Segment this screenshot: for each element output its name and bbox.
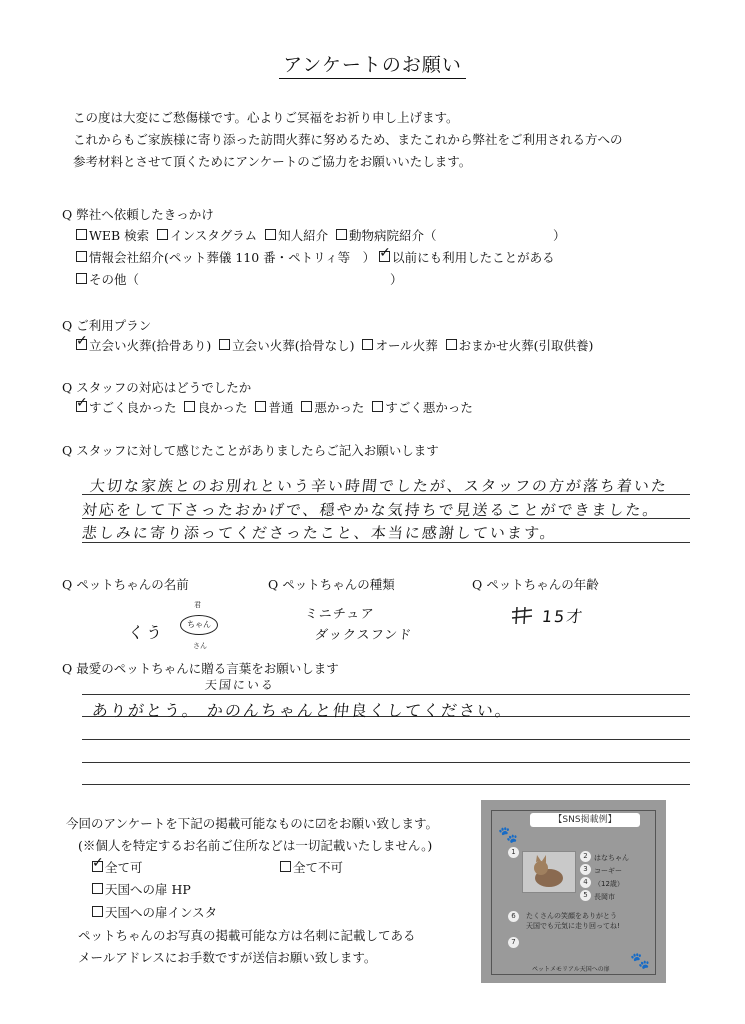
checkbox-rating1[interactable] [76, 401, 87, 412]
handwritten-answer-line: 対応をして下さったおかげで、穏やかな気持ちで見送ることができました。 [81, 501, 661, 519]
paw-icon: 🐾 [498, 825, 518, 844]
label-rating4: 悪かった [314, 400, 365, 415]
step-number-2: 2 [580, 851, 591, 862]
q1-label: Q 弊社へ依頼したきっかけ [62, 207, 214, 222]
handwritten-answer-line: 大切な家族とのお別れという辛い時間でしたが、スタッフの方が落ち着いた [89, 477, 669, 495]
crossed-out-mark [510, 606, 534, 626]
publish-instruction: 今回のアンケートを下記の掲載可能なものに☑をお願い致します。 [66, 816, 438, 831]
step-number-7: 7 [508, 937, 519, 948]
checkbox-plan4[interactable] [446, 339, 457, 350]
honorific-san: さん [193, 642, 207, 650]
q4-label: Q スタッフに対して感じたことがありましたらご記入お願いします [62, 443, 439, 458]
answer-line [82, 694, 690, 695]
q2-options [76, 336, 593, 354]
step-number-5: 5 [580, 890, 591, 901]
dog-icon [523, 852, 575, 892]
pet-breed-line1: ミニチュア [304, 607, 376, 622]
handwritten-insert: 天国にいる [204, 678, 276, 692]
step-number-4: 4 [580, 877, 591, 888]
checkbox-insta[interactable] [157, 229, 168, 240]
publish-option-all-ng [280, 858, 343, 876]
checkbox-rating3[interactable] [255, 401, 266, 412]
publish-option-all-ok [92, 858, 143, 876]
publish-option-insta [92, 903, 217, 921]
sns-message-line2: 天国でも元気に走り回ってね! [526, 922, 620, 930]
publish-note: (※個人を特定するお名前ご住所などは一切記載いたしません。) [78, 838, 433, 853]
honorific-kun: 君 [194, 601, 201, 609]
checkbox-plan2[interactable] [219, 339, 230, 350]
page-title: アンケートのお願い [0, 50, 745, 77]
checkbox-hp[interactable] [92, 883, 103, 894]
label-rating1: すごく良かった [89, 400, 177, 415]
label-insta: インスタグラム [170, 228, 258, 243]
publish-option-hp [92, 880, 191, 898]
sns-example-title: 【SNS掲載例】 [530, 813, 640, 827]
label-all-ng: 全て不可 [293, 860, 344, 875]
checkbox-all-ng[interactable] [280, 861, 291, 872]
checkbox-before[interactable] [379, 251, 390, 262]
checkbox-insta-publish[interactable] [92, 906, 103, 917]
pet-age-label: Q ペットちゃんの年齢 [472, 577, 599, 592]
honorific-chan-circled: ちゃん [180, 615, 218, 635]
checkbox-vet[interactable] [336, 229, 347, 240]
scribble-icon [510, 606, 534, 626]
q3-options [76, 398, 473, 416]
handwritten-message: ありがとう。 かのんちゃんと仲良くしてください。 [90, 701, 514, 720]
pet-name-label: Q ペットちゃんの名前 [62, 577, 189, 592]
sns-message-line1: たくさんの笑顔をありがとう [526, 912, 617, 920]
label-plan2: 立会い火葬(拾骨なし) [232, 338, 355, 353]
label-plan3: オール火葬 [375, 338, 438, 353]
q1-options-row2 [76, 248, 555, 266]
pet-breed-line2: ダックスフンド [314, 628, 413, 643]
label-hp: 天国への扉 HP [105, 882, 191, 897]
sns-example-panel [481, 800, 666, 983]
checkbox-rating2[interactable] [184, 401, 195, 412]
checkbox-other[interactable] [76, 273, 87, 284]
intro-text [73, 107, 623, 173]
step-number-3: 3 [580, 864, 591, 875]
label-other: その他（ [89, 272, 140, 287]
label-rating3: 普通 [268, 400, 294, 415]
intro-line: これからもご家族様に寄り添った訪問火葬に努めるため、またこれから弊社をご利用される方への [73, 132, 623, 147]
checkbox-plan3[interactable] [362, 339, 373, 350]
pet-age-value: 15才 [540, 607, 586, 626]
paren-close: ） [553, 228, 566, 243]
label-info: 情報会社紹介(ペット葬儀 110 番・ペトリィ等 ） [89, 250, 376, 265]
q2-label: Q ご利用プラン [62, 318, 152, 333]
answer-line [82, 762, 690, 763]
checkbox-all-ok[interactable] [92, 861, 103, 872]
answer-line [82, 739, 690, 740]
checkbox-web[interactable] [76, 229, 87, 240]
label-all-ok: 全て可 [105, 860, 143, 875]
sns-pet-name: はなちゃん [594, 854, 629, 862]
q3-label: Q スタッフの対応はどうでしたか [62, 380, 252, 395]
label-rating2: 良かった [197, 400, 248, 415]
answer-line [82, 784, 690, 785]
checkbox-plan1[interactable] [76, 339, 87, 350]
label-friend: 知人紹介 [278, 228, 329, 243]
sns-pet-breed: コーギー [594, 867, 622, 875]
label-plan1: 立会い火葬(拾骨あり) [89, 338, 212, 353]
checkbox-rating4[interactable] [301, 401, 312, 412]
label-before: 以前にも利用したことがある [392, 250, 555, 265]
label-plan4: おまかせ火葬(引取供養) [458, 338, 594, 353]
label-web: WEB 検索 [89, 228, 150, 243]
sns-footer: ペットメモリアル天国への扉 [532, 966, 610, 973]
sns-example-frame [491, 810, 656, 975]
step-number-1: 1 [508, 847, 519, 858]
handwritten-answer-line: 悲しみに寄り添ってくださったこと、本当に感謝しています。 [81, 524, 558, 542]
q1-options-row3 [76, 270, 139, 288]
pet-name-value: くう [126, 623, 165, 642]
label-vet: 動物病院紹介（ [349, 228, 437, 243]
checkbox-info[interactable] [76, 251, 87, 262]
checkbox-rating5[interactable] [372, 401, 383, 412]
label-insta-publish: 天国への扉インスタ [105, 905, 218, 920]
photo-note-line2: メールアドレスにお手数ですが送信お願い致します。 [78, 950, 377, 965]
q5-label: Q 最愛のペットちゃんに贈る言葉をお願いします [62, 661, 339, 676]
step-number-6: 6 [508, 911, 519, 922]
label-rating5: すごく悪かった [385, 400, 473, 415]
paw-icon: 🐾 [630, 951, 650, 970]
intro-line: 参考材料とさせて頂くためにアンケートのご協力をお願いいたします。 [73, 154, 472, 169]
paren-close: ） [390, 272, 403, 287]
sns-pet-city: 長岡市 [594, 893, 615, 901]
pet-breed-label: Q ペットちゃんの種類 [268, 577, 395, 592]
intro-line: この度は大変にご愁傷様です。心よりご冥福をお祈り申し上げます。 [73, 110, 459, 125]
photo-note-line1: ペットちゃんのお写真の掲載可能な方は名刺に記載してある [78, 928, 416, 943]
dog-photo [522, 851, 576, 893]
sns-pet-age: （12歳） [594, 880, 624, 888]
checkbox-friend[interactable] [265, 229, 276, 240]
q1-options-row1 [76, 226, 437, 244]
